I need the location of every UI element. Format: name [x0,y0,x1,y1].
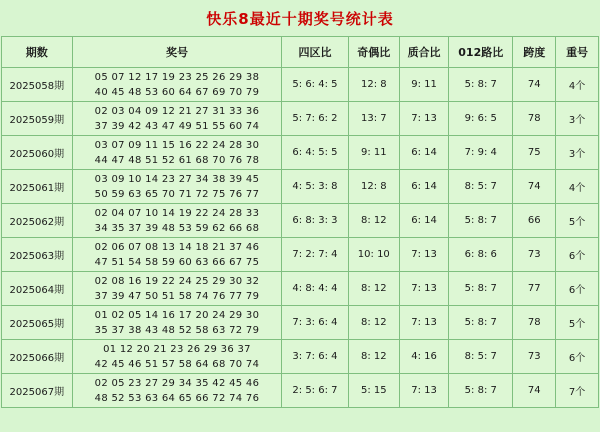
numbers-line-2: 42 45 46 51 57 58 64 68 70 74 [94,358,260,370]
numbers-line-2: 50 59 63 65 70 71 72 75 76 77 [94,188,260,200]
statistics-table [1,36,599,408]
cell-span: 78 [513,306,556,340]
table-row [2,204,599,238]
table-header-row [2,37,599,68]
cell-issue: 2025067期 [2,374,73,408]
cell-issue: 2025063期 [2,238,73,272]
cell-area-ratio: 5: 7: 6: 2 [282,102,348,136]
column-header-issue: 期数 [2,37,73,68]
cell-issue: 2025064期 [2,272,73,306]
table-body [2,68,599,408]
cell-repeat: 3个 [556,102,599,136]
numbers-line-1: 05 07 12 17 19 23 25 26 29 38 [94,71,260,83]
cell-prime-composite-ratio: 6: 14 [399,170,448,204]
cell-012-route-ratio: 5: 8: 7 [449,204,513,238]
cell-012-route-ratio: 8: 5: 7 [449,340,513,374]
cell-odd-even-ratio: 8: 12 [348,306,399,340]
cell-012-route-ratio: 9: 6: 5 [449,102,513,136]
cell-odd-even-ratio: 8: 12 [348,204,399,238]
cell-span: 66 [513,204,556,238]
cell-numbers [72,374,282,408]
cell-issue: 2025065期 [2,306,73,340]
cell-issue: 2025058期 [2,68,73,102]
cell-repeat: 5个 [556,204,599,238]
cell-numbers [72,306,282,340]
cell-repeat: 4个 [556,170,599,204]
table-row [2,340,599,374]
cell-numbers [72,272,282,306]
cell-numbers [72,340,282,374]
cell-area-ratio: 3: 7: 6: 4 [282,340,348,374]
cell-odd-even-ratio: 8: 12 [348,340,399,374]
numbers-line-1: 02 03 04 09 12 21 27 31 33 36 [94,105,260,117]
cell-012-route-ratio: 5: 8: 7 [449,272,513,306]
numbers-line-1: 02 08 16 19 22 24 25 29 30 32 [94,275,260,287]
cell-area-ratio: 5: 6: 4: 5 [282,68,348,102]
cell-odd-even-ratio: 5: 15 [348,374,399,408]
cell-odd-even-ratio: 10: 10 [348,238,399,272]
numbers-line-1: 03 07 09 11 15 16 22 24 28 30 [94,139,260,151]
numbers-line-1: 02 05 23 27 29 34 35 42 45 46 [94,377,260,389]
cell-issue: 2025061期 [2,170,73,204]
column-header-numbers: 奖号 [72,37,282,68]
cell-span: 74 [513,68,556,102]
column-header-span: 跨度 [513,37,556,68]
cell-numbers [72,136,282,170]
cell-span: 74 [513,170,556,204]
cell-area-ratio: 2: 5: 6: 7 [282,374,348,408]
numbers-line-1: 02 06 07 08 13 14 18 21 37 46 [94,241,260,253]
cell-area-ratio: 4: 5: 3: 8 [282,170,348,204]
table-row [2,102,599,136]
cell-span: 78 [513,102,556,136]
cell-span: 77 [513,272,556,306]
column-header-odd-even-ratio: 奇偶比 [348,37,399,68]
cell-issue: 2025059期 [2,102,73,136]
cell-012-route-ratio: 5: 8: 7 [449,374,513,408]
cell-area-ratio: 7: 2: 7: 4 [282,238,348,272]
column-header-prime-composite-ratio: 质合比 [399,37,448,68]
table-row [2,170,599,204]
cell-repeat: 6个 [556,340,599,374]
cell-012-route-ratio: 5: 8: 7 [449,68,513,102]
cell-odd-even-ratio: 13: 7 [348,102,399,136]
numbers-line-2: 34 35 37 39 48 53 59 62 66 68 [94,222,260,234]
cell-repeat: 4个 [556,68,599,102]
cell-prime-composite-ratio: 4: 16 [399,340,448,374]
cell-012-route-ratio: 6: 8: 6 [449,238,513,272]
numbers-line-1: 01 12 20 21 23 26 29 36 37 [103,343,251,355]
cell-repeat: 6个 [556,238,599,272]
column-header-area-ratio: 四区比 [282,37,348,68]
numbers-line-2: 40 45 48 53 60 64 67 69 70 79 [94,86,260,98]
cell-area-ratio: 7: 3: 6: 4 [282,306,348,340]
cell-prime-composite-ratio: 7: 13 [399,272,448,306]
cell-odd-even-ratio: 9: 11 [348,136,399,170]
cell-prime-composite-ratio: 7: 13 [399,102,448,136]
cell-span: 73 [513,340,556,374]
cell-issue: 2025066期 [2,340,73,374]
cell-repeat: 5个 [556,306,599,340]
numbers-line-2: 37 39 47 50 51 58 74 76 77 79 [94,290,260,302]
cell-odd-even-ratio: 8: 12 [348,272,399,306]
cell-prime-composite-ratio: 7: 13 [399,238,448,272]
cell-numbers [72,170,282,204]
cell-issue: 2025062期 [2,204,73,238]
table-row [2,136,599,170]
cell-odd-even-ratio: 12: 8 [348,170,399,204]
numbers-line-2: 47 51 54 58 59 60 63 66 67 75 [94,256,260,268]
cell-prime-composite-ratio: 7: 13 [399,306,448,340]
cell-repeat: 6个 [556,272,599,306]
numbers-line-2: 48 52 53 63 64 65 66 72 74 76 [94,392,260,404]
cell-numbers [72,102,282,136]
numbers-line-2: 44 47 48 51 52 61 68 70 76 78 [94,154,260,166]
cell-issue: 2025060期 [2,136,73,170]
cell-span: 75 [513,136,556,170]
cell-012-route-ratio: 7: 9: 4 [449,136,513,170]
numbers-line-1: 02 04 07 10 14 19 22 24 28 33 [94,207,260,219]
cell-numbers [72,204,282,238]
cell-area-ratio: 6: 4: 5: 5 [282,136,348,170]
table-row [2,238,599,272]
cell-numbers [72,238,282,272]
page-title: 快乐8最近十期奖号统计表 [206,10,394,28]
cell-repeat: 3个 [556,136,599,170]
table-row [2,68,599,102]
numbers-line-2: 37 39 42 43 47 49 51 55 60 74 [94,120,260,132]
column-header-012-route-ratio: 012路比 [449,37,513,68]
numbers-line-1: 01 02 05 14 16 17 20 24 29 30 [94,309,260,321]
cell-numbers [72,68,282,102]
table-row [2,272,599,306]
cell-prime-composite-ratio: 6: 14 [399,204,448,238]
cell-odd-even-ratio: 12: 8 [348,68,399,102]
cell-area-ratio: 6: 8: 3: 3 [282,204,348,238]
column-header-repeat: 重号 [556,37,599,68]
cell-area-ratio: 4: 8: 4: 4 [282,272,348,306]
cell-repeat: 7个 [556,374,599,408]
cell-prime-composite-ratio: 7: 13 [399,374,448,408]
cell-012-route-ratio: 8: 5: 7 [449,170,513,204]
table-row [2,374,599,408]
table-row [2,306,599,340]
cell-prime-composite-ratio: 6: 14 [399,136,448,170]
numbers-line-2: 35 37 38 43 48 52 58 63 72 79 [94,324,260,336]
numbers-line-1: 03 09 10 14 23 27 34 38 39 45 [94,173,260,185]
cell-prime-composite-ratio: 9: 11 [399,68,448,102]
cell-span: 73 [513,238,556,272]
cell-span: 74 [513,374,556,408]
cell-012-route-ratio: 5: 8: 7 [449,306,513,340]
